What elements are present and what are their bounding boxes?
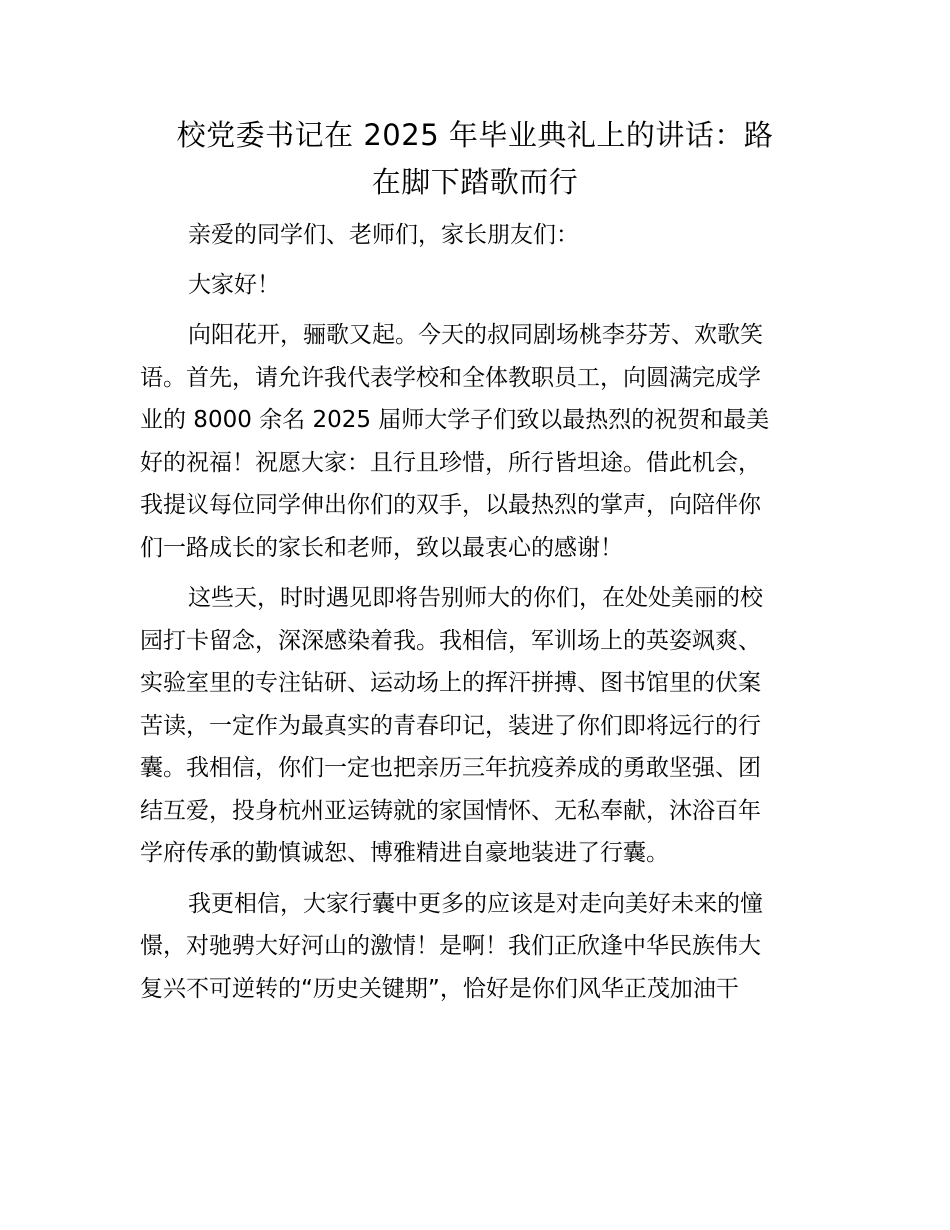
text-line: 实验室里的专注钻研、运动场上的挥汗拼搏、图书馆里的伏案 bbox=[140, 670, 761, 696]
body-paragraph bbox=[140, 883, 810, 1011]
text-line: 向阳花开，骊歌又起。今天的叔同剧场桃李芬芳、欢歌笑 bbox=[188, 322, 763, 348]
text-line: 结互爱，投身杭州亚运铸就的家国情怀、无私奉献，沐浴百年 bbox=[140, 797, 761, 824]
body-paragraph bbox=[140, 314, 810, 569]
text-line: 憬，对驰骋大好河山的激情！是啊！我们正欣逢中华民族伟大 bbox=[140, 933, 761, 959]
body-paragraph bbox=[140, 577, 810, 875]
document-title bbox=[140, 112, 810, 206]
greeting-paragraph bbox=[140, 264, 810, 307]
text-line: 这些天，时时遇见即将告别师大的你们，在处处美丽的校 bbox=[188, 585, 763, 611]
text-line: 囊。我相信，你们一定也把亲历三年抗疫养成的勇敢坚强、团 bbox=[140, 755, 761, 781]
text-line: 业的 8000 余名 2025 届师大学子们致以最热烈的祝贺和最美 bbox=[140, 407, 770, 433]
title-line: 校党委书记在 2025 年毕业典礼上的讲话：路 bbox=[176, 118, 774, 152]
text-line: 亲爱的同学们、老师们，家长朋友们： bbox=[188, 222, 579, 248]
text-line: 苦读，一定作为最真实的青春印记，装进了你们即将远行的行 bbox=[140, 712, 761, 739]
text-line: 我提议每位同学伸出你们的双手，以最热烈的掌声，向陪伴你 bbox=[140, 492, 761, 518]
title-line: 在脚下踏歌而行 bbox=[371, 165, 579, 199]
text-line: 语。首先，请允许我代表学校和全体教职员工，向圆满完成学 bbox=[140, 364, 761, 391]
salutation-paragraph bbox=[140, 214, 810, 257]
text-line: 们一路成长的家长和老师，致以最衷心的感谢！ bbox=[140, 534, 623, 561]
text-line: 园打卡留念，深深感染着我。我相信，军训场上的英姿飒爽、 bbox=[140, 627, 761, 654]
text-line: 好的祝福！祝愿大家：且行且珍惜，所行皆坦途。借此机会， bbox=[140, 449, 761, 476]
text-line: 学府传承的勤慎诚恕、博雅精进自豪地装进了行囊。 bbox=[140, 840, 669, 866]
document-body bbox=[140, 214, 810, 1010]
text-line: 大家好！ bbox=[188, 271, 280, 298]
text-line: 复兴不可逆转的“历史关键期”，恰好是你们风华正茂加油干 bbox=[140, 975, 739, 1002]
text-line: 我更相信，大家行囊中更多的应该是对走向美好未来的憧 bbox=[188, 890, 763, 917]
